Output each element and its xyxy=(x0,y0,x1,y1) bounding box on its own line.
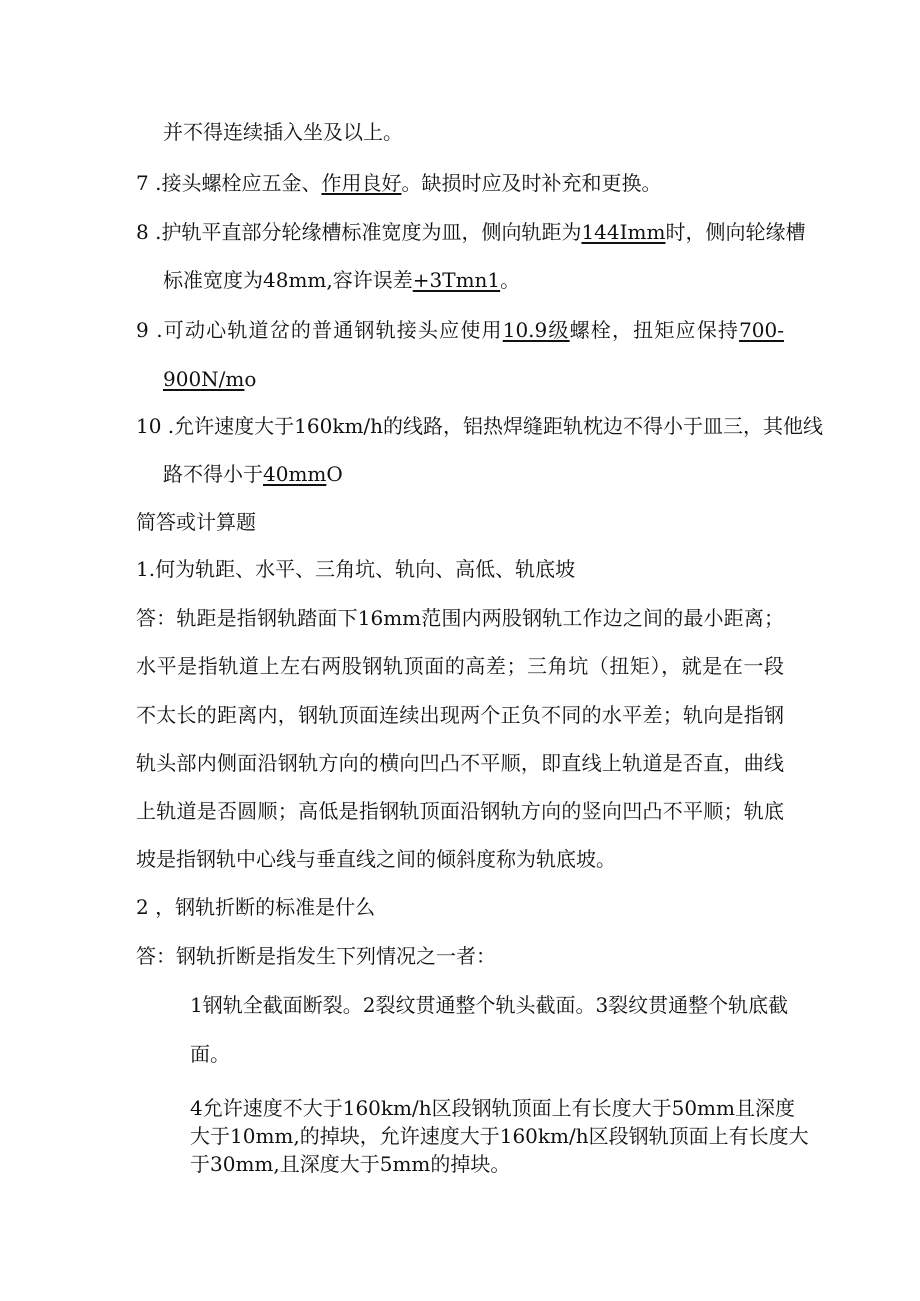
underlined-answer: 700- xyxy=(739,318,785,342)
text-line xyxy=(163,268,520,292)
underlined-answer: +3Tmn1 xyxy=(412,268,501,292)
answer-1-line: 答：轨距是指钢轨踏面下16mm范围内两股钢轨工作边之间的最小距离； xyxy=(136,606,784,630)
answer-2-intro: 答：钢轨折断是指发生下列情况之一者： xyxy=(136,944,496,968)
list-item-8 xyxy=(136,220,806,244)
underlined-answer: 10.9级 xyxy=(502,318,570,342)
text-line xyxy=(163,462,343,486)
text-run: 7 .接头螺栓应五金、 xyxy=(136,171,322,195)
section-heading: 简答或计算题 xyxy=(136,510,256,534)
answer-2-item: 大于10mm,的掉块，允许速度大于160km∕h区段钢轨顶面上有长度大 xyxy=(190,1124,809,1148)
underlined-answer: 144Imm xyxy=(581,220,666,244)
answer-2-item: 4允许速度不大于160km∕h区段钢轨顶面上有长度大于50mm且深度 xyxy=(190,1096,795,1120)
text-run: 。 xyxy=(500,268,521,292)
text-run: 。缺损时应及时补充和更换。 xyxy=(401,171,662,195)
text-run: 时，侧向轮缘槽 xyxy=(665,220,806,244)
answer-1-line: 坡是指钢轨中心线与垂直线之间的倾斜度称为轨底坡。 xyxy=(136,847,616,871)
text-run: 螺栓，扭矩应保持 xyxy=(569,318,740,342)
question-2: 2 ，钢轨折断的标准是什么 xyxy=(136,895,376,919)
answer-1-line: 轨头部内侧面沿钢轨方向的横向凹凸不平顺，即直线上轨道是否直，曲线 xyxy=(136,751,784,775)
answer-1-line: 上轨道是否圆顺；高低是指钢轨顶面沿钢轨方向的竖向凹凸不平顺；轨底 xyxy=(136,799,784,823)
answer-2-item: 1钢轨全截面断裂。2裂纹贯通整个轨头截面。3裂纹贯通整个轨底截 xyxy=(190,993,789,1017)
text-run: 标准宽度为48mm,容许误差 xyxy=(163,268,413,292)
answer-1-line: 不太长的距离内，钢轨顶面连续出现两个正负不同的水平差；轨向是指钢 xyxy=(136,703,784,727)
underlined-answer: 作用良好 xyxy=(321,171,402,195)
question-1: 1.何为轨距、水平、三角坑、轨向、高低、轨底坡 xyxy=(136,557,576,581)
text-run: 9 .可动心轨道岔的普通钢轨接头应使用 xyxy=(136,318,503,342)
list-item-7 xyxy=(136,171,661,195)
text-run: 路不得小于 xyxy=(163,462,263,486)
list-item-9 xyxy=(136,318,784,342)
underlined-answer: 40mm xyxy=(263,462,327,486)
text-run: O xyxy=(326,462,343,486)
text-line xyxy=(163,367,256,391)
text-run: o xyxy=(244,367,257,391)
underlined-answer: 900N∕m xyxy=(163,367,245,391)
answer-1-line: 水平是指轨道上左右两股钢轨顶面的高差；三角坑（扭矩），就是在一段 xyxy=(136,654,784,678)
text-run: 8 .护轨平直部分轮缘槽标准宽度为皿，侧向轨距为 xyxy=(136,220,582,244)
text-line: 并不得连续插入坐及以上。 xyxy=(163,120,403,144)
list-item-10: 10 .允许速度大于160km∕h的线路，铝热焊缝距轨枕边不得小于皿三，其他线 xyxy=(136,414,824,438)
answer-2-item: 于30mm,且深度大于5mm的掉块。 xyxy=(190,1152,511,1176)
answer-2-item: 面。 xyxy=(190,1042,230,1066)
